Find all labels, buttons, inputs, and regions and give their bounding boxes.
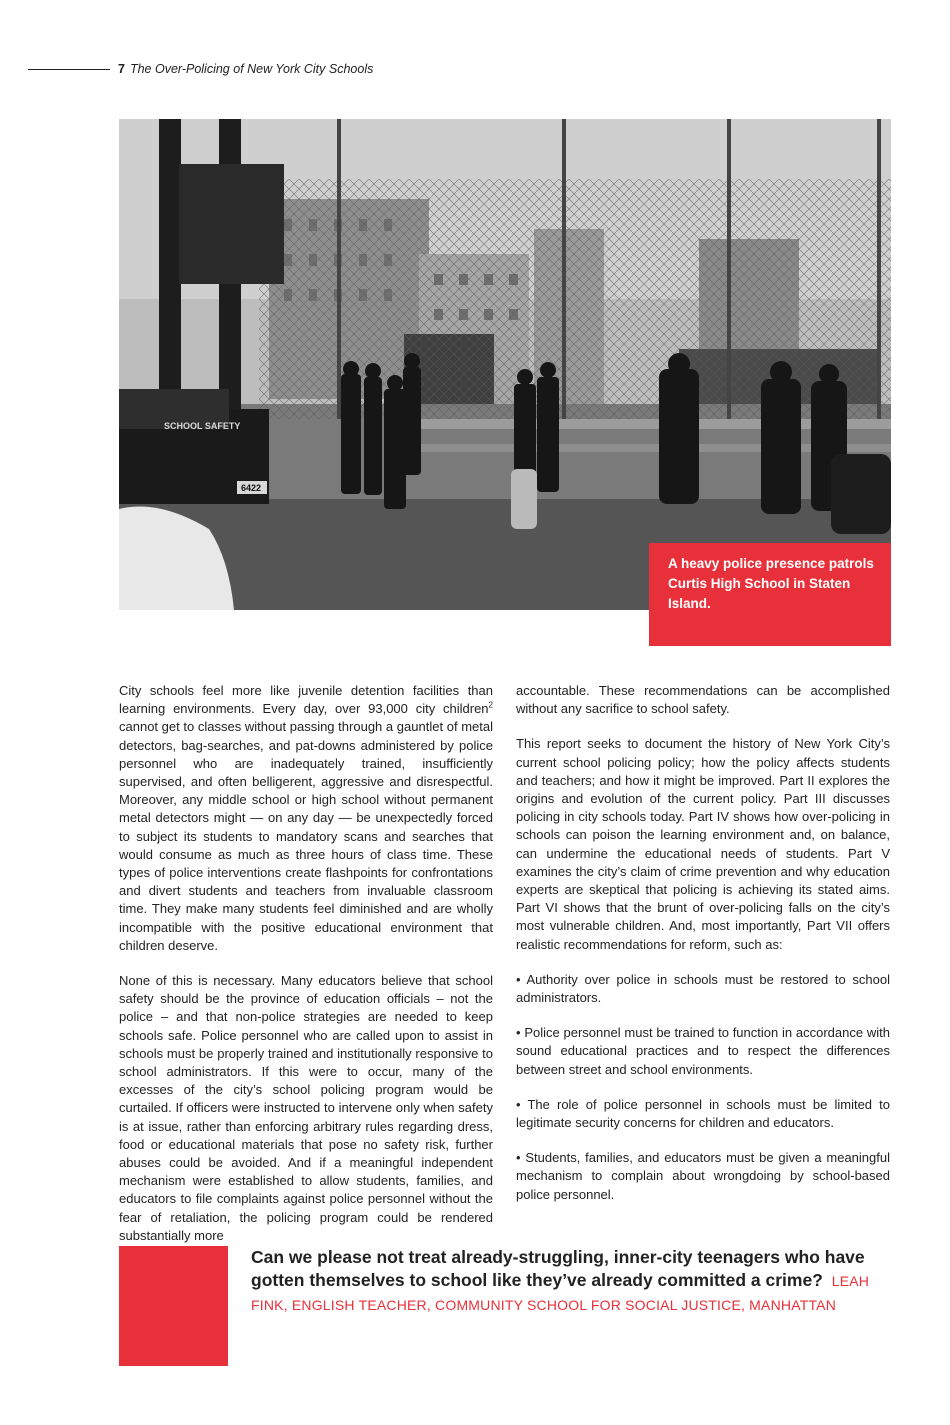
bullet-item: • The role of police personnel in schools must be limited to legitimate security concerns for children and educators. [516,1096,890,1131]
paragraph-text: City schools feel more like juvenile detention facilities than learning environments. Every day, over 93,000 city children [119,683,493,717]
left-column [119,682,493,1262]
bullet-item: • Students, families, and educators must be given a meaningful mechanism to complain about wrongdoing by school-based police personnel. [516,1150,890,1202]
van-number: 6422 [241,483,262,493]
page-number: 7 [118,62,125,76]
paragraph: accountable. These recommendations can be accomplished without any sacrifice to school safety. [516,683,890,717]
footnote-ref: 2 [488,700,493,710]
paragraph [119,682,493,955]
publication-title: The Over-Policing of New York City Schools [129,62,374,76]
photo-illustration [119,119,891,610]
right-column [516,682,890,1221]
quote-accent-square [119,1246,228,1366]
photo [119,119,891,610]
quote-text: Can we please not treat already-struggling, inner-city teenagers who have gotten themselves to school like they’ve already committed a crime? [251,1247,865,1290]
paragraph: None of this is necessary. Many educators believe that school safety should be the province of education officials – not the police – and that non-police strategies are needed to keep schools safe. Police personnel who are called upon to assist in schools must be properly trained and institutionally responsive to school administrators. If this were to occur, many of the excesses of the city’s school policing program would be curtailed. If officers were instructed to intervene only when safety is at issue, rather than enforcing arbitrary rules regarding dress, food or educational materials that pose no safety risk, further abuses could be avoided. And if a meaningful independent mechanism were established to allow students, families, and educators to file complaints against police personnel without the fear of retaliation, the policing program could be rendered substantially more [119,973,493,1243]
bullet-item: • Authority over police in schools must be restored to school administrators. [516,971,890,1006]
quote-text-block [251,1246,891,1317]
van-label: SCHOOL SAFETY [164,421,241,431]
running-head [118,62,373,76]
paragraph: This report seeks to document the history of New York City’s current school policing policy; how the policy affects students and teachers; and how it might be improved. Part II explores the origins and evolution of the current policy. Part III discusses policing in city schools today. Part IV shows how over-policing in schools can poison the learning environment and, on balance, can undermine the educational needs of students. Part V examines the city’s claim of crime prevention and why education experts are skeptical that policing is achieving its stated aims. Part VI shows that the brunt of over-policing falls on the city’s most vulnerable children. And, most importantly, Part VII offers realistic recommendations for reform, such as: [516,736,890,952]
paragraph-text: cannot get to classes without passing through a gauntlet of metal detectors, bag-searches, and pat-downs administered by police personnel who are inadequately trained, insufficiently supervised, and often belligerent, aggressive and disrespectful. Moreover, any middle school or high school without permanent metal detectors might — on any day — be unexpectedly forced to subject its students to mandatory scans and searches that would consume as much as three hours of class time. These types of police interventions create flashpoints for confrontations and divert students and teachers from invaluable classroom time. They make many students feel diminished and are wholly incompatible with the positive educational environment that children deserve. [119,719,493,953]
bullet-item: • Police personnel must be trained to function in accordance with sound educational practices and to respect the differences between street and school environments. [516,1025,890,1077]
header-rule [28,69,110,70]
photo-caption: A heavy police presence patrols Curtis High School in Staten Island. [649,543,891,646]
quote-attribution: LEAH FINK, ENGLISH TEACHER, COMMUNITY SCHOOL FOR SOCIAL JUSTICE, MANHATTAN [251,1273,870,1313]
pull-quote [119,1246,899,1366]
